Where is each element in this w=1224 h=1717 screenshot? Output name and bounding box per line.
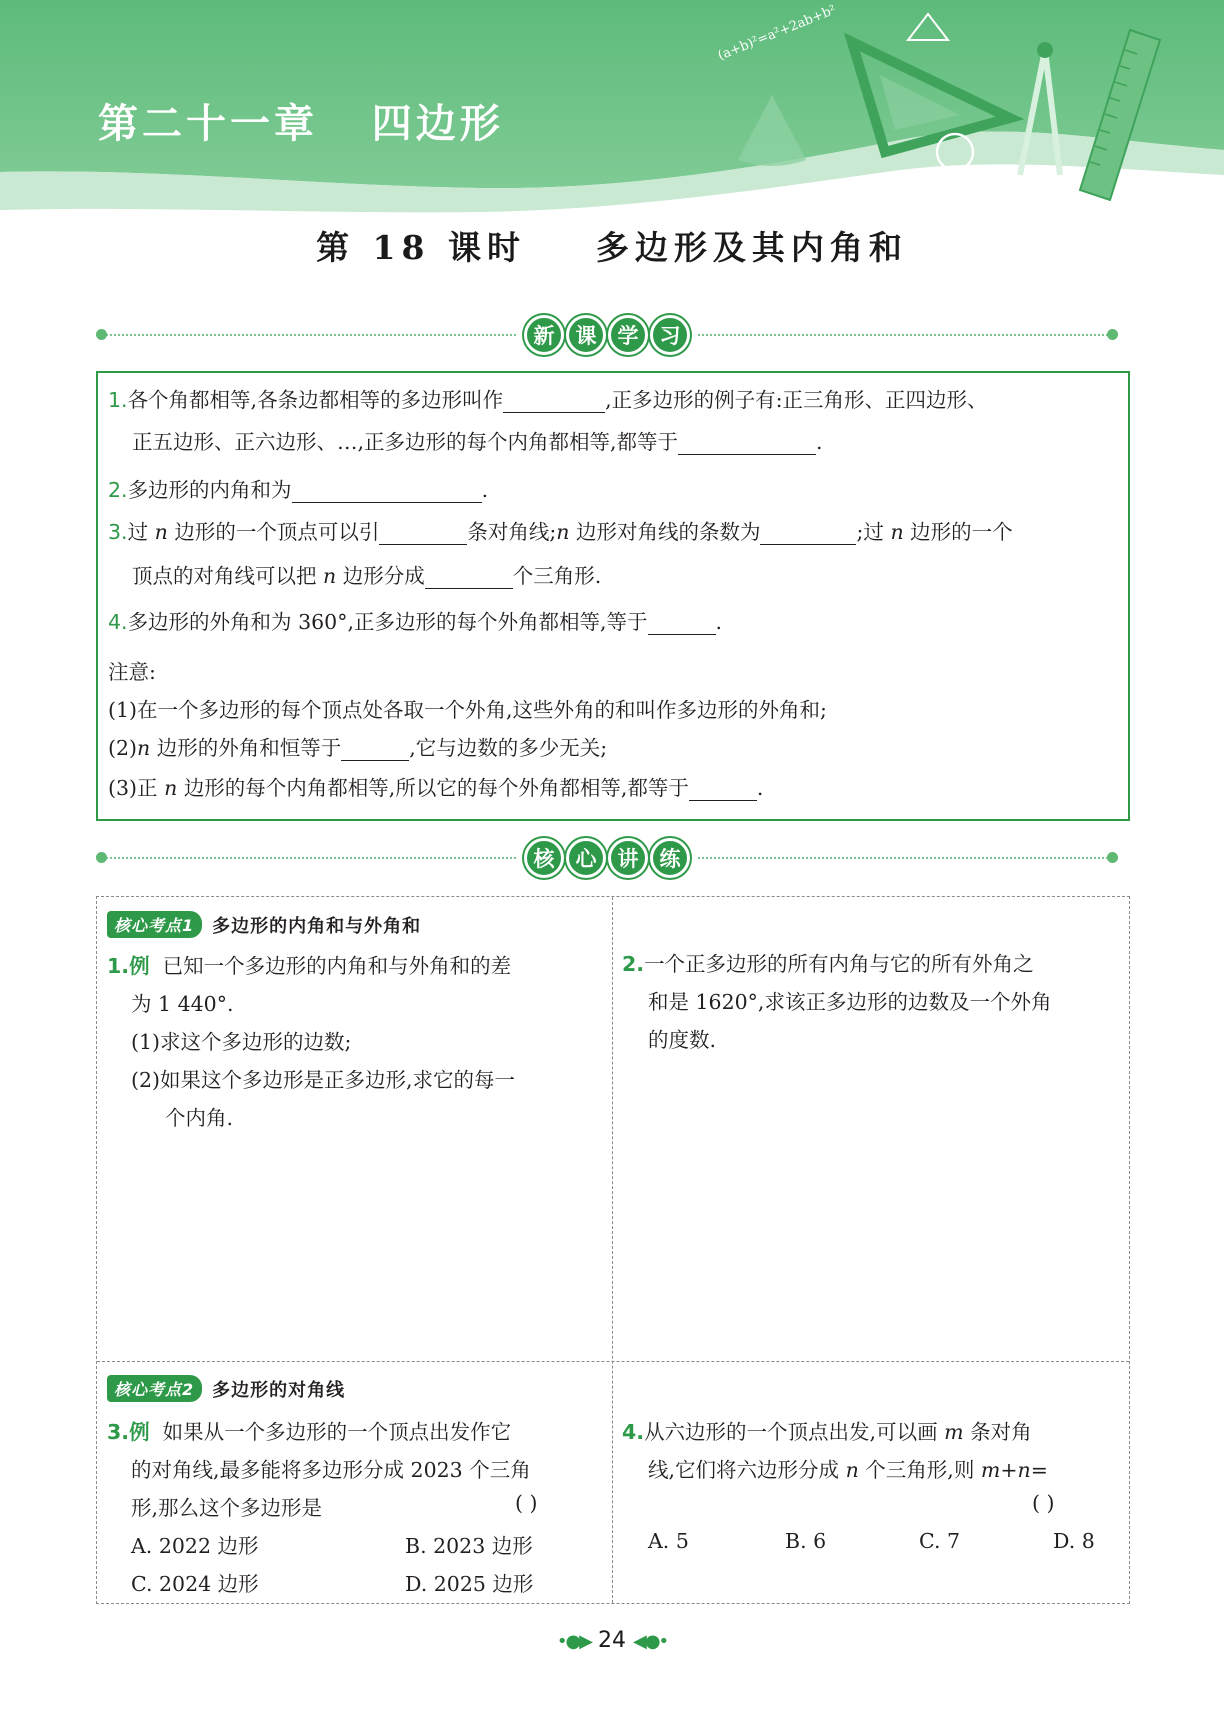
note-2: (2)n 边形的外角和恒等于 ,它与边数的多少无关; — [108, 736, 608, 760]
option-c[interactable]: C. 7 — [919, 1529, 961, 1553]
badge-char: 新 — [524, 315, 564, 355]
badge-char: 核 — [524, 838, 564, 878]
core-point-title: 多边形的内角和与外角和 — [212, 915, 422, 937]
item-1-line-1: 1.各个角都相等,各条边都相等的多边形叫作 ,正多边形的例子有:正三角形、正四边形、 — [108, 388, 988, 412]
core-point-1-header — [107, 911, 421, 938]
section-divider-core-practice — [96, 838, 1118, 878]
answer-blank[interactable] — [425, 567, 513, 589]
question-3-line-2: 的对角线,最多能将多边形分成 2023 个三角 — [131, 1458, 531, 1482]
question-1-line-1: 1.例 已知一个多边形的内角和与外角和的差 — [107, 954, 512, 978]
option-b[interactable]: B. 6 — [785, 1529, 827, 1553]
item-2: 2.多边形的内角和为 . — [108, 478, 489, 502]
question-1-part-2-cont: 个内角. — [165, 1106, 234, 1130]
page-number: 24 — [598, 1628, 626, 1653]
arrow-right-icon: •●▶ — [556, 1631, 591, 1652]
badge-char: 讲 — [608, 838, 648, 878]
answer-paren[interactable]: ( ) — [1032, 1491, 1055, 1515]
note-1: (1)在一个多边形的每个顶点处各取一个外角,这些外角的和叫作多边形的外角和; — [108, 698, 827, 722]
question-4-line-2: 线,它们将六边形分成 n 个三角形,则 m+n= — [648, 1458, 1048, 1482]
answer-blank[interactable] — [760, 523, 856, 545]
note-label: 注意: — [108, 660, 156, 684]
answer-blank[interactable] — [678, 433, 816, 455]
question-1-line-2: 为 1 440°. — [131, 992, 234, 1016]
question-1-part-2: (2)如果这个多边形是正多边形,求它的每一 — [131, 1068, 516, 1092]
badge-char: 课 — [566, 315, 606, 355]
item-3-line-1: 3.过 n 边形的一个顶点可以引 条对角线;n 边形对角线的条数为 ;过 n 边形的一个 — [108, 520, 1013, 544]
answer-blank[interactable] — [689, 779, 757, 801]
core-point-title: 多边形的对角线 — [212, 1379, 346, 1401]
badge-char: 练 — [650, 838, 690, 878]
answer-paren[interactable]: ( ) — [515, 1491, 538, 1515]
badge-char: 心 — [566, 838, 606, 878]
core-point-2-header — [107, 1375, 345, 1402]
answer-blank[interactable] — [379, 523, 467, 545]
question-2-line-1: 2.一个正多边形的所有内角与它的所有外角之 — [622, 952, 1034, 976]
new-lesson-box — [96, 371, 1130, 821]
item-4: 4.多边形的外角和为 360°,正多边形的每个外角都相等,等于 . — [108, 610, 723, 634]
question-2-line-3: 的度数. — [648, 1028, 717, 1052]
core-point-tag: 核心考点2 — [107, 1375, 202, 1402]
page-footer — [0, 1628, 1224, 1653]
question-3-line-3: 形,那么这个多边形是 — [131, 1496, 323, 1520]
lesson-title: 第 18 课时 多边形及其内角和 — [316, 228, 908, 267]
question-2-line-2: 和是 1620°,求该正多边形的边数及一个外角 — [648, 990, 1052, 1014]
question-4-line-1: 4.从六边形的一个顶点出发,可以画 m 条对角 — [622, 1420, 1032, 1444]
answer-blank[interactable] — [503, 391, 605, 413]
option-b[interactable]: B. 2023 边形 — [405, 1534, 533, 1558]
chapter-header-banner — [0, 0, 1224, 230]
answer-blank[interactable] — [292, 481, 482, 503]
option-a[interactable]: A. 2022 边形 — [131, 1534, 259, 1558]
item-1-line-2: 正五边形、正六边形、…,正多边形的每个内角都相等,都等于 . — [132, 430, 823, 454]
formula-decoration: (a+b)²=a²+2ab+b² — [715, 2, 839, 64]
item-3-line-2: 顶点的对角线可以把 n 边形分成 个三角形. — [132, 564, 602, 588]
core-practice-box — [96, 896, 1130, 1604]
answer-blank[interactable] — [341, 739, 409, 761]
badge-char: 学 — [608, 315, 648, 355]
option-d[interactable]: D. 8 — [1053, 1529, 1095, 1553]
chapter-title: 第二十一章 四边形 — [98, 101, 504, 147]
badge-char: 习 — [650, 315, 690, 355]
arrow-left-icon: ◀●• — [633, 1631, 668, 1652]
option-d[interactable]: D. 2025 边形 — [405, 1572, 534, 1596]
question-1-part-1: (1)求这个多边形的边数; — [131, 1030, 352, 1054]
option-a[interactable]: A. 5 — [648, 1529, 689, 1553]
section-divider-new-lesson — [96, 315, 1118, 355]
core-point-tag: 核心考点1 — [107, 911, 202, 938]
option-c[interactable]: C. 2024 边形 — [131, 1572, 259, 1596]
answer-blank[interactable] — [648, 613, 716, 635]
question-3-line-1: 3.例 如果从一个多边形的一个顶点出发作它 — [107, 1420, 512, 1444]
note-3: (3)正 n 边形的每个内角都相等,所以它的每个外角都相等,都等于 . — [108, 776, 764, 800]
